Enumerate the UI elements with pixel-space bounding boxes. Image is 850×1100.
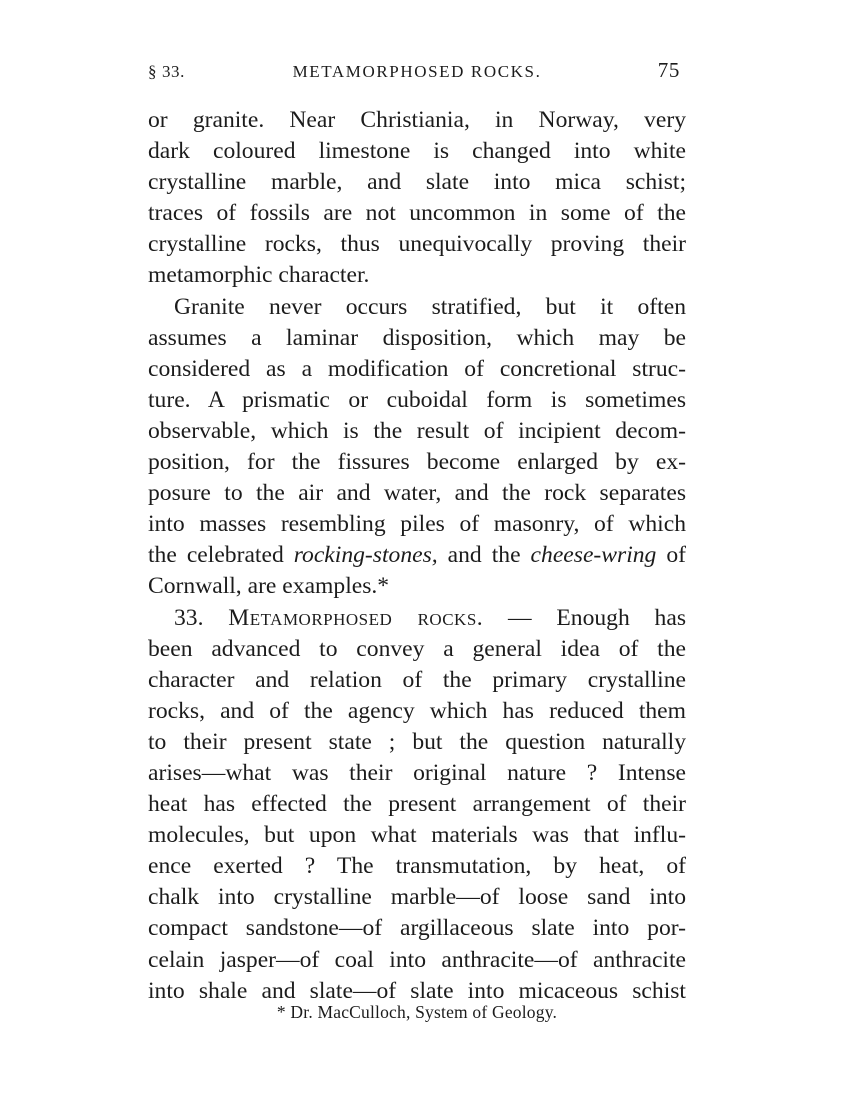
text-run: the celebrated — [148, 542, 294, 569]
running-title: METAMORPHOSED ROCKS. — [292, 62, 542, 81]
text-line: observable, which is the result of incipient decom- — [148, 417, 686, 444]
text-line: compact sandstone—of argillaceous slate into por- — [148, 915, 686, 942]
text-line — [148, 540, 686, 571]
text-line: posure to the air and water, and the rock separates — [148, 480, 686, 507]
text-line: ture. A prismatic or cuboidal form is sometimes — [148, 386, 686, 413]
text-line: Cornwall, are examples.* — [148, 573, 390, 600]
text-line: dark coloured limestone is changed into white — [148, 138, 686, 165]
section-heading-number: 33. — [174, 604, 229, 631]
text-line: been advanced to convey a general idea of the — [148, 635, 686, 662]
text-line: arises—what was their original nature ? Intense — [148, 759, 686, 786]
paragraph-start-line: Granite never occurs stratified, but it often — [174, 293, 686, 320]
text-line: into shale and slate—of slate into micaceous schist — [148, 977, 686, 1004]
text-line: crystalline marble, and slate into mica schist; — [148, 169, 686, 196]
text-line: heat has effected the present arrangement of their — [148, 791, 686, 818]
page-number: 75 — [657, 58, 680, 82]
text-line: celain jasper—of coal into anthracite—of anthracite — [148, 946, 686, 973]
text-line: ence exerted ? The transmutation, by heat, of — [148, 853, 686, 880]
text-line: rocks, and of the agency which has reduced them — [148, 697, 686, 724]
text-line: position, for the fissures become enlarged by ex- — [148, 449, 686, 476]
body-text — [148, 105, 686, 1007]
text-line: assumes a laminar disposition, which may be — [148, 324, 686, 351]
footnote: * Dr. MacCulloch, System of Geology. — [276, 1002, 558, 1022]
running-head — [148, 58, 686, 86]
text-line: or granite. Near Christiania, in Norway, very — [148, 107, 686, 133]
text-line: chalk into crystalline marble—of loose sand into — [148, 884, 686, 911]
text-line: traces of fossils are not uncommon in some of the — [148, 200, 686, 227]
section-heading: Metamorphosed rocks. — [228, 604, 484, 631]
italic-term-rocking-stones: rocking-stones, — [293, 542, 438, 569]
text-run: of — [656, 542, 686, 569]
text-line: into masses resembling piles of masonry, of which — [148, 511, 686, 538]
italic-term-cheese-wring: cheese-wring — [530, 542, 657, 569]
section-number: § 33. — [148, 62, 185, 81]
text-line: molecules, but upon what materials was that influ- — [148, 822, 686, 849]
text-line: metamorphic character. — [148, 262, 370, 289]
text-line: crystalline rocks, thus unequivocally proving their — [148, 231, 686, 258]
text-run: and the — [437, 542, 531, 569]
text-line: character and relation of the primary crystalline — [148, 666, 686, 693]
text-run: — Enough has — [483, 604, 686, 631]
text-line: considered as a modification of concretional struc- — [148, 355, 686, 382]
section-heading-line — [148, 603, 686, 634]
text-line: to their present state ; but the question naturally — [148, 728, 686, 755]
